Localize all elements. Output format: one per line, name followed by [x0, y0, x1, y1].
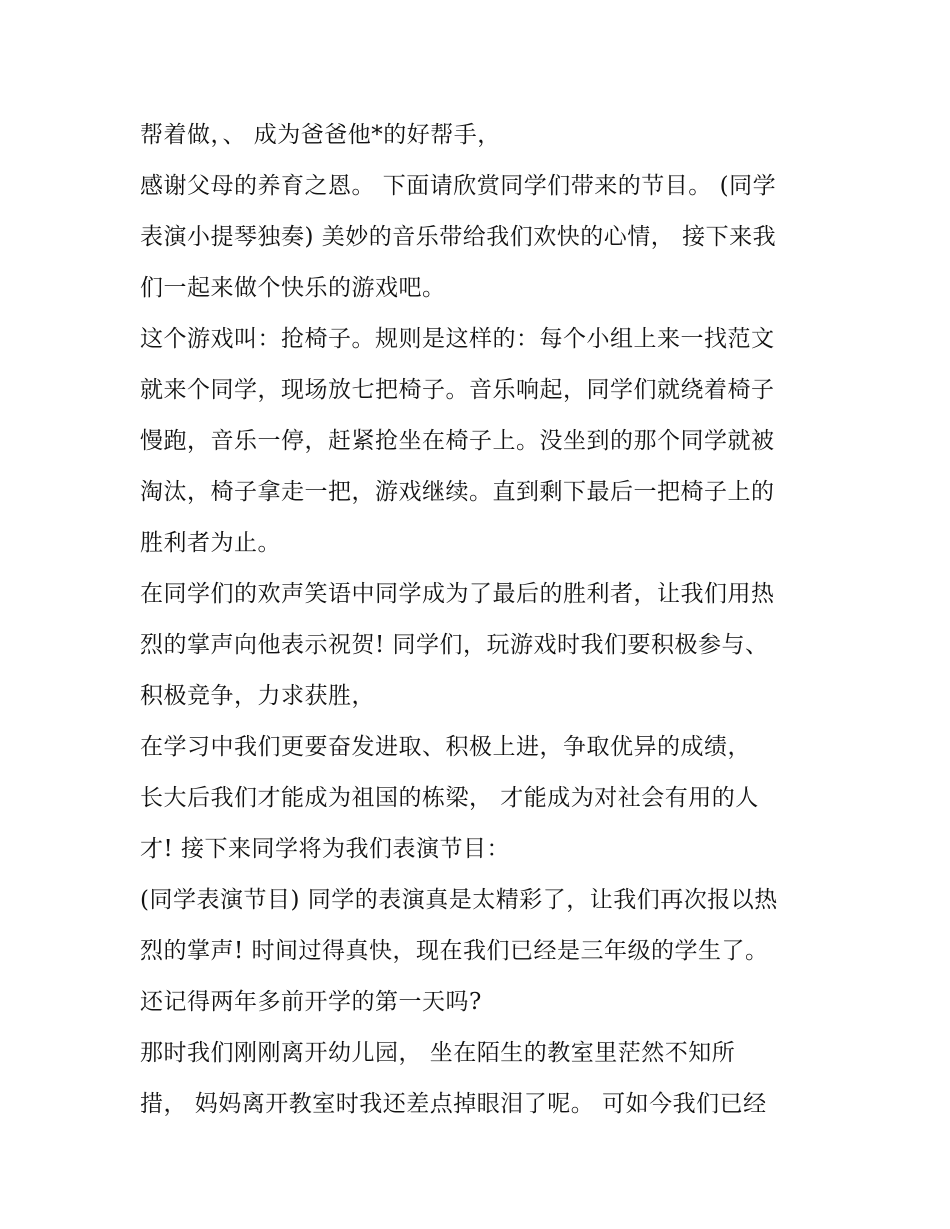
text-line: 还记得两年多前开学的第一天吗?	[140, 989, 482, 1015]
text-line: 措， 妈妈离开教室时我还差点掉眼泪了呢。 可如今我们已经	[140, 1091, 767, 1117]
text-line: 那时我们刚刚离开幼儿园， 坐在陌生的教室里茫然不知所	[140, 1040, 736, 1066]
text-line: 表演小提琴独奏) 美妙的音乐带给我们欢快的心情， 接下来我	[140, 224, 777, 250]
body-text	[140, 110, 830, 1130]
text-line: 们一起来做个快乐的游戏吧。	[140, 275, 446, 301]
text-line: 感谢父母的养育之恩。 下面请欣赏同学们带来的节目。 (同学	[140, 173, 777, 199]
text-line: 帮着做，、 成为爸爸他*的好帮手，	[140, 122, 501, 148]
text-line: 烈的掌声向他表示祝贺! 同学们，玩游戏时我们要积极参与、	[140, 632, 769, 658]
text-line: 在学习中我们更要奋发进取、积极上进，争取优异的成绩，	[140, 734, 751, 760]
text-line: 这个游戏叫：抢椅子。规则是这样的：每个小组上来一找范文	[140, 326, 775, 352]
text-line: 烈的掌声! 时间过得真快，现在我们已经是三年级的学生了。	[140, 938, 769, 964]
text-line: (同学表演节目) 同学的表演真是太精彩了，让我们再次报以热	[140, 887, 778, 913]
text-line: 胜利者为止。	[140, 530, 281, 556]
text-line: 积极竞争，力求获胜，	[140, 683, 375, 709]
text-line: 才! 接下来同学将为我们表演节目：	[140, 836, 511, 862]
text-line: 慢跑，音乐一停，赶紧抢坐在椅子上。没坐到的那个同学就被	[140, 428, 775, 454]
text-line: 就来个同学，现场放七把椅子。音乐响起，同学们就绕着椅子	[140, 377, 775, 403]
text-line: 在同学们的欢声笑语中同学成为了最后的胜利者，让我们用热	[140, 581, 775, 607]
text-line: 长大后我们才能成为祖国的栋梁， 才能成为对社会有用的人	[140, 785, 759, 811]
text-line: 淘汰，椅子拿走一把，游戏继续。直到剩下最后一把椅子上的	[140, 479, 775, 505]
